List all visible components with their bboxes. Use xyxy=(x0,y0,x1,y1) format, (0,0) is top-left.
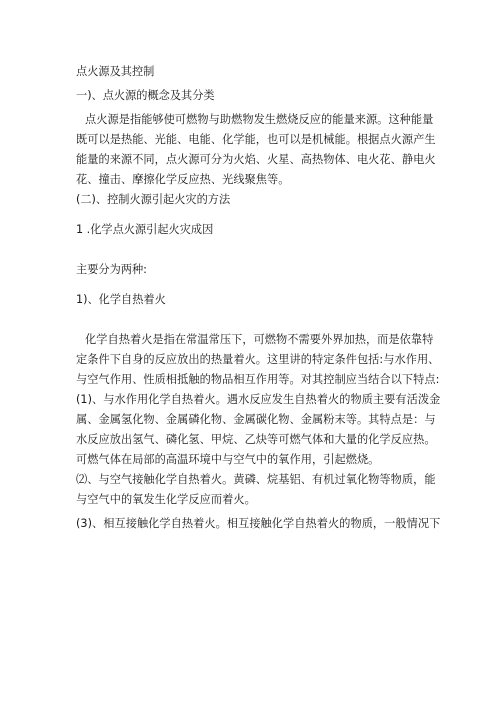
paragraph-line: (1)、与水作用化学自热着火。遇水反应发生自热着火的物质主要有活泼金 xyxy=(76,393,441,406)
paragraph-line: 可燃气体在局部的高温环境中与空气中的氧作用，引起燃烧。 xyxy=(76,453,380,466)
paragraph-line: 花、撞击、摩擦化学反应热、光线聚焦等。 xyxy=(76,173,290,186)
paragraph-4 xyxy=(76,514,441,534)
paragraph-line: 化学自热着火是指在常温常压下，可燃物不需要外界加热，而是依靠特 xyxy=(85,333,434,346)
section-heading-1: 一)、点火源的概念及其分类 xyxy=(76,89,215,102)
document-page xyxy=(76,62,441,534)
paragraph-line: 与空气中的氧发生化学反应而着火。 xyxy=(76,493,256,506)
paragraph-line: 既可以是热能、光能、电能、化学能，也可以是机械能。根据点火源产生 xyxy=(76,133,436,146)
paragraph-line: 与空气作用、性质相抵触的物品相互作用等。对其控制应当结合以下特点: xyxy=(76,373,440,386)
doc-title: 点火源及其控制 xyxy=(76,65,155,78)
paragraph-line: 定条件下自身的反应放出的热量着火。这里讲的特定条件包括:与水作用、 xyxy=(76,353,440,366)
paragraph-2 xyxy=(76,330,441,470)
sub-heading-1: 1)、化学自热着火 xyxy=(76,293,166,306)
item-heading-1: 1 .化学点火源引起火灾成因 xyxy=(76,223,214,236)
paragraph-line: (3)、相互接触化学自热着火。相互接触化学自热着火的物质，一般情况下 xyxy=(76,517,441,530)
intro-text: 主要分为两种: xyxy=(76,263,147,276)
paragraph-line: 属、金属氢化物、金属磷化物、金属碳化物、金属粉末等。其特点是：与 xyxy=(76,413,436,426)
paragraph-line: 能量的来源不同，点火源可分为火焰、火星、高热物体、电火花、静电火 xyxy=(76,153,436,166)
paragraph-3 xyxy=(76,470,436,510)
paragraph-line: ⑵、与空气接触化学自热着火。黄磷、烷基铝、有机过氧化物等物质，能 xyxy=(76,473,436,486)
section-heading-2: (二)、控制火源引起火灾的方法 xyxy=(76,193,231,206)
paragraph-line: 点火源是指能够使可燃物与助燃物发生燃烧反应的能量来源。这种能量 xyxy=(85,113,434,126)
paragraph-1 xyxy=(76,110,436,190)
paragraph-line: 水反应放出氢气、磷化氢、甲烷、乙炔等可燃气体和大量的化学反应热。 xyxy=(76,433,436,446)
